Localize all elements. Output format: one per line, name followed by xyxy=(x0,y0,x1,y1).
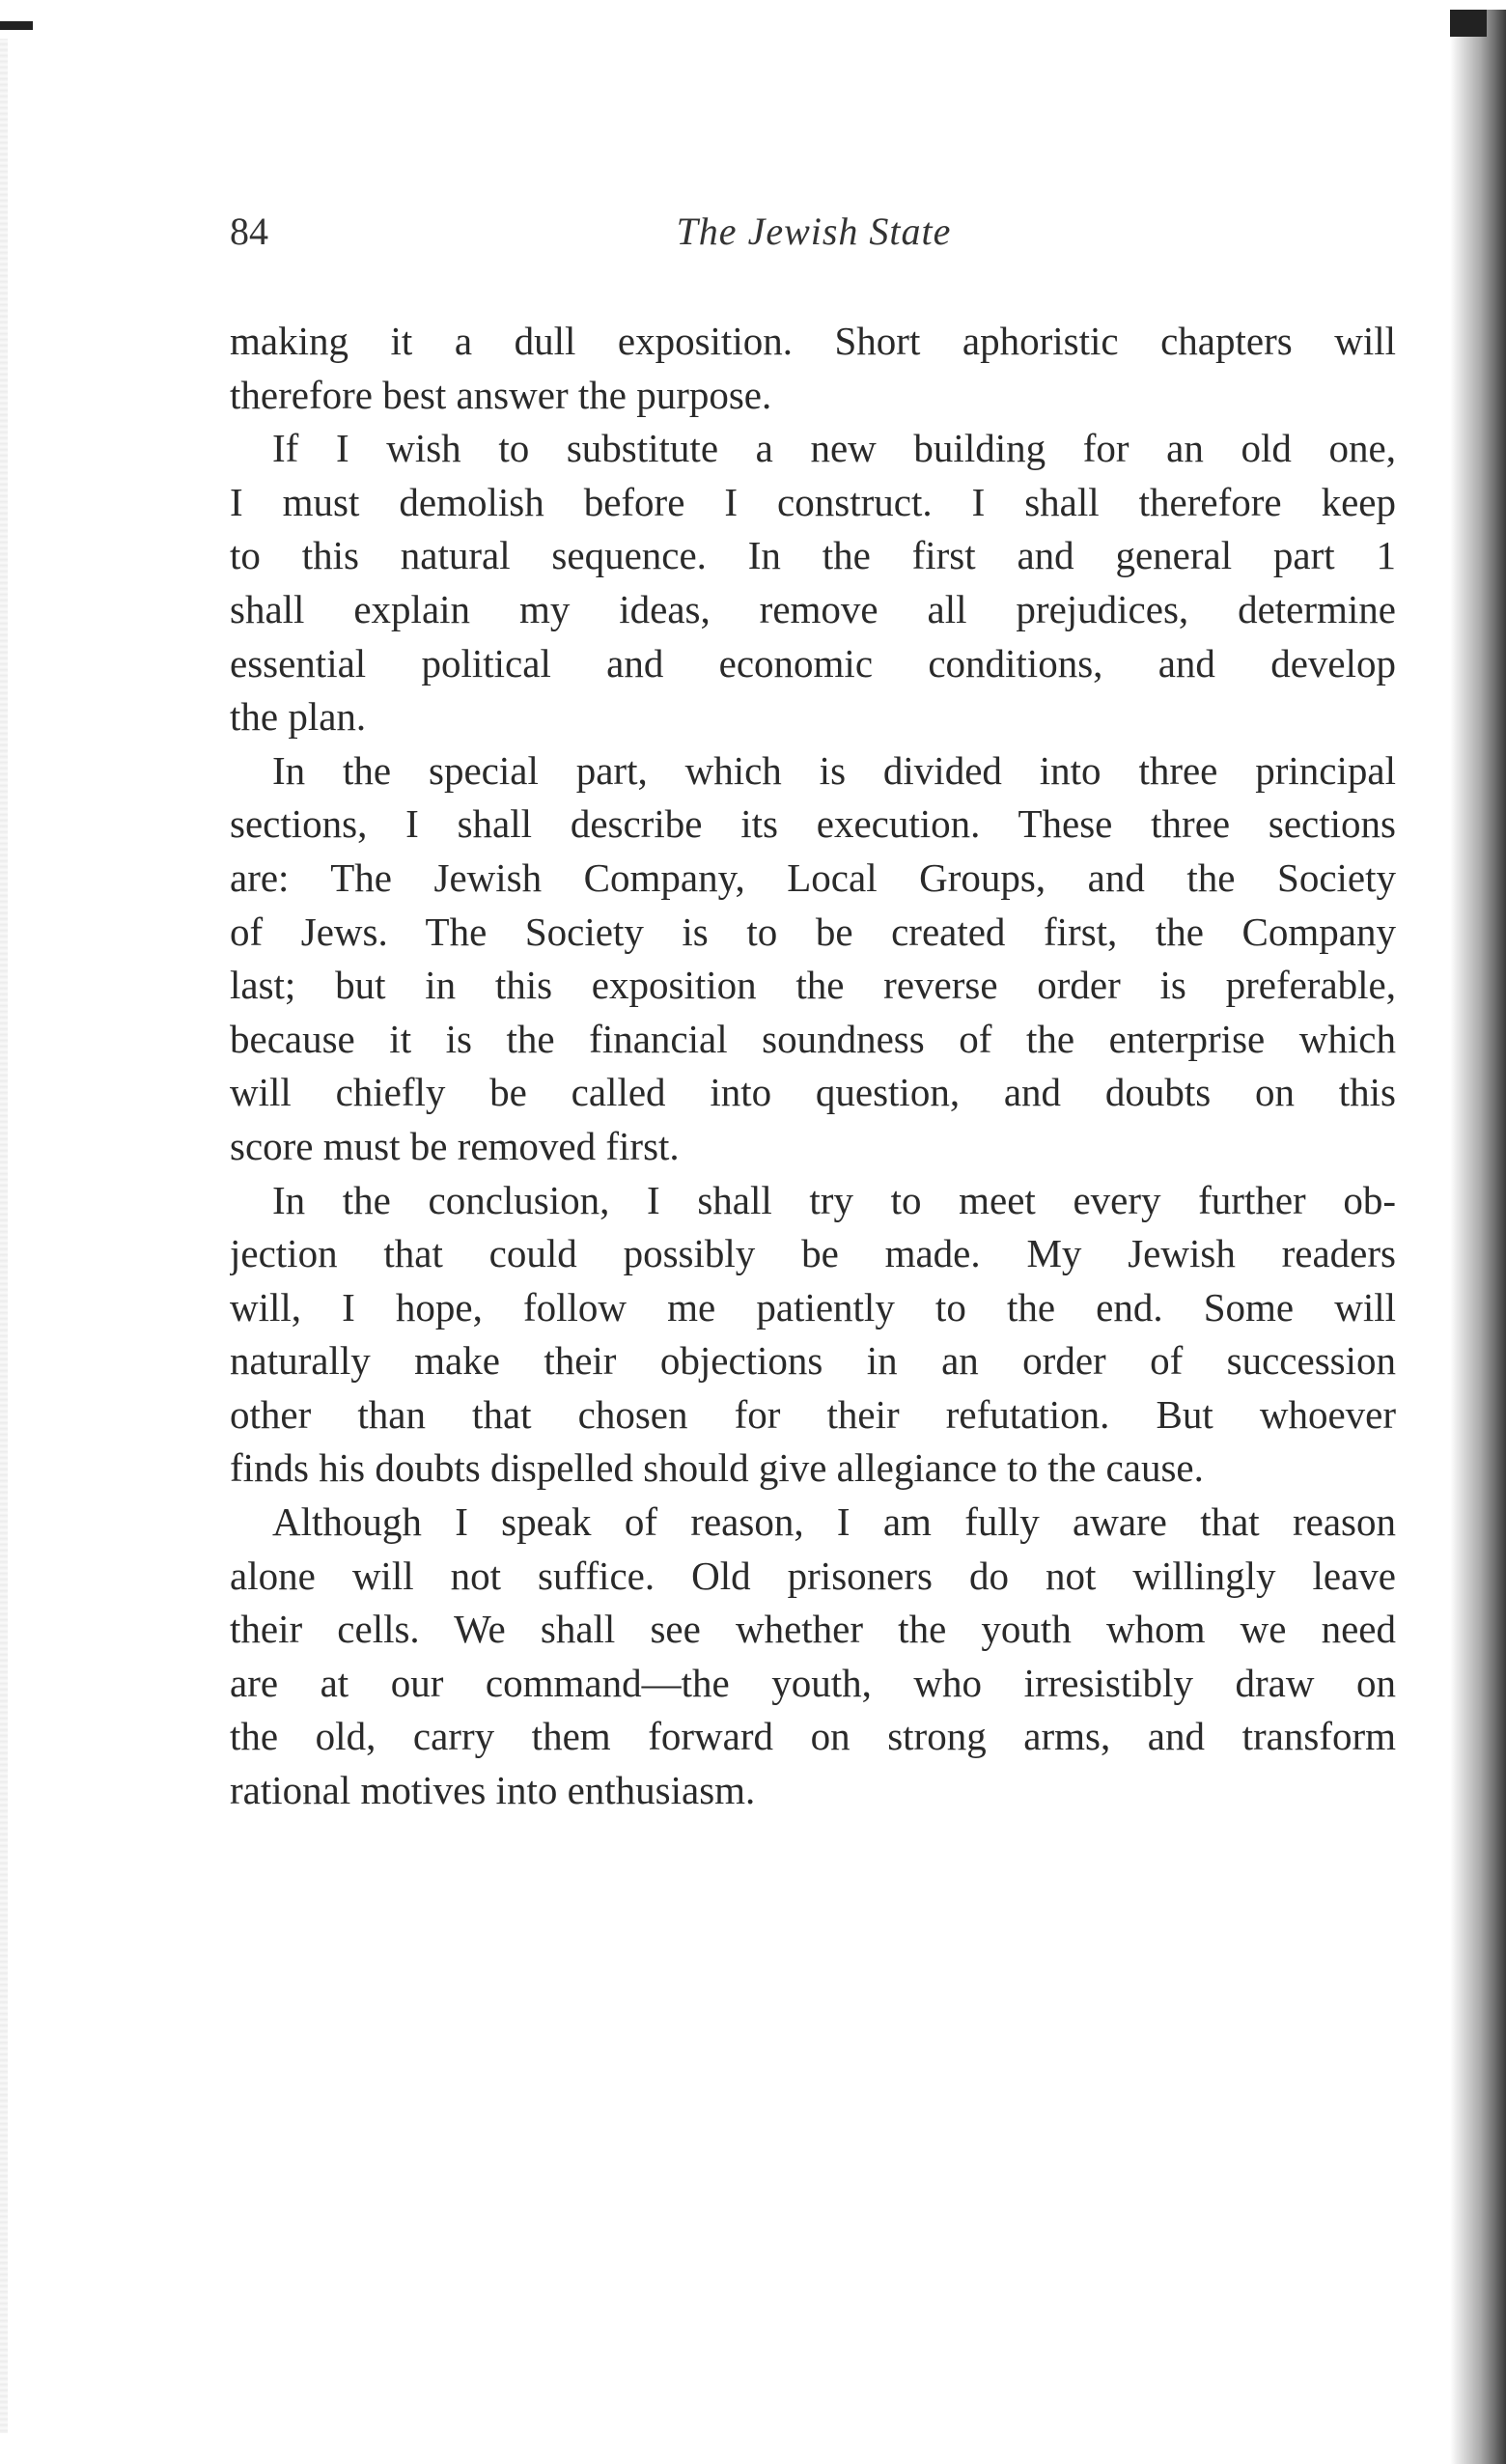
text-line: making it a dull exposition. Short aphoristic chapters will xyxy=(230,319,1396,363)
text-line: rational motives into enthusiasm. xyxy=(230,1768,756,1813)
text-line: other than that chosen for their refutation. But whoever xyxy=(230,1391,1396,1437)
text-line: naturally make their objections in an order of succession xyxy=(230,1338,1396,1384)
text-line: Although I speak of reason, I am fully aware that reason xyxy=(272,1499,1396,1545)
text-line: because it is the financial soundness of the enterprise which xyxy=(230,1016,1396,1061)
text-line: finds his doubts dispelled should give allegiance to the cause. xyxy=(230,1445,1204,1491)
text-line: the old, carry them forward on strong arms, and transform xyxy=(230,1714,1396,1759)
text-line: of Jews. The Society is to be created first, the Company xyxy=(230,909,1396,954)
text-line: are at our command—the youth, who irresistibly draw on xyxy=(230,1660,1396,1705)
text-line: will, I hope, follow me patiently to the end. Some will xyxy=(230,1284,1396,1330)
text-line: If I wish to substitute a new building for an old one, xyxy=(272,426,1396,471)
body-text xyxy=(230,315,1396,1818)
text-line: therefore best answer the purpose. xyxy=(230,372,772,417)
text-line: are: The Jewish Company, Local Groups, and the Society xyxy=(230,854,1396,900)
book-spine-shadow xyxy=(1450,10,1506,2464)
text-line: their cells. We shall see whether the youth whom we need xyxy=(230,1607,1396,1652)
text-line: will chiefly be called into question, and doubts on this xyxy=(230,1070,1396,1115)
text-line: essential political and economic conditions, and develop xyxy=(230,640,1396,686)
text-line: score must be removed first. xyxy=(230,1123,680,1168)
text-line: I must demolish before I construct. I shall therefore keep xyxy=(230,479,1396,524)
text-line: In the conclusion, I shall try to meet every further ob- xyxy=(272,1177,1396,1222)
text-line: In the special part, which is divided into three principal xyxy=(272,747,1396,793)
running-title: The Jewish State xyxy=(676,210,952,253)
text-line: jection that could possibly be made. My Jewish readers xyxy=(230,1231,1396,1276)
text-line: the plan. xyxy=(230,694,367,740)
text-line: last; but in this exposition the reverse order is preferable, xyxy=(230,963,1396,1008)
text-line: sections, I shall describe its execution. These three sections xyxy=(230,801,1396,847)
scan-corner-mark xyxy=(0,21,33,30)
text-line: shall explain my ideas, remove all prejudices, determine xyxy=(230,586,1396,631)
page-header xyxy=(230,203,1398,261)
scan-left-edge xyxy=(0,39,8,2433)
page-number: 84 xyxy=(230,210,268,253)
text-line: alone will not suffice. Old prisoners do not willingly leave xyxy=(230,1553,1396,1598)
text-line: to this natural sequence. In the first and general part 1 xyxy=(230,533,1396,578)
book-spine-corner xyxy=(1450,10,1487,37)
